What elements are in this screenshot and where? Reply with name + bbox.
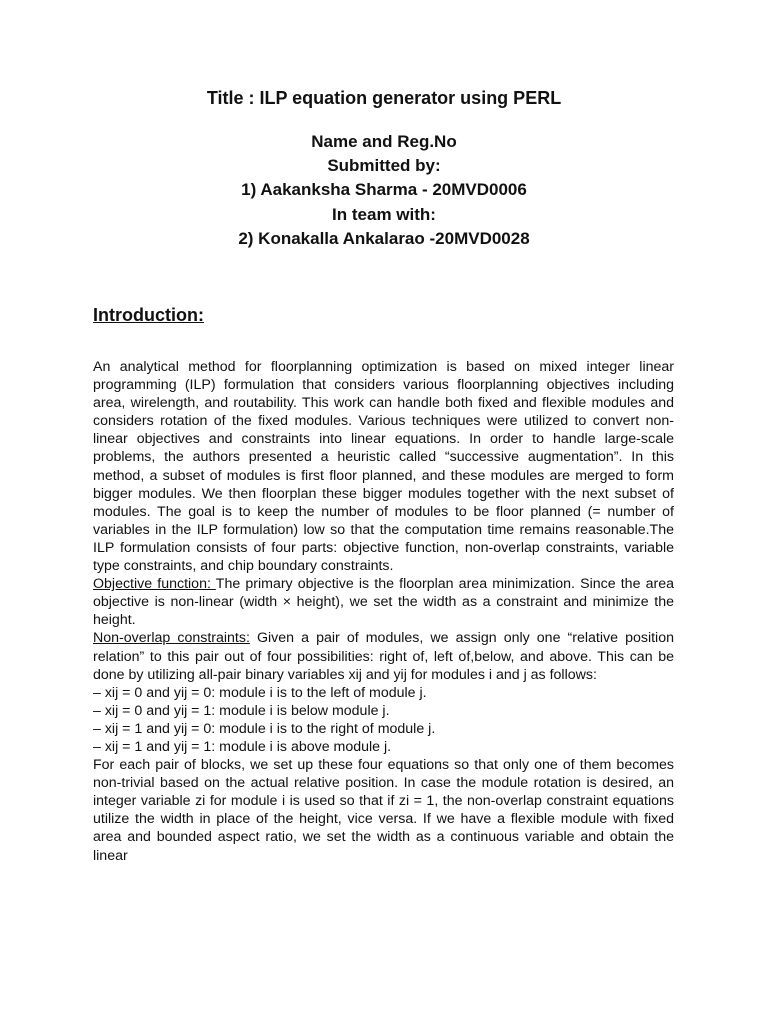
intro-paragraph: An analytical method for floorplanning optimization is based on mixed integer linear programming (ILP) formulation that considers various floorplanning objectives including area, wirelength, and routability. This work can handle both fixed and flexible modules and considers rotation of the fixed modules. Various techniques were utilized to convert non-linear objectives and constraints into linear equations. In order to handle large-scale problems, the authors presented a heuristic called “successive augmentation”. In this method, a subset of modules is first floor planned, and these modules are merged to form bigger modules. We then floorplan these bigger modules together with the next subset of modules. The goal is to keep the number of modules to be floor planned (= number of variables in the ILP formulation) low so that the computation time remains reasonable.The ILP formulation consists of four parts: objective function, non-overlap constraints, variable type constraints, and chip boundary constraints. <box>93 359 674 575</box>
submitted-by-label: Submitted by: <box>327 156 441 176</box>
objective-function-text: The primary objective is the floorplan area minimization. Since the area objective is non-linear (width × height), we set the width as a constraint and minimize the height. <box>93 576 674 629</box>
case-line: – xij = 0 and yij = 0: module i is to the left of module j. <box>93 684 427 701</box>
case-line: – xij = 1 and yij = 0: module i is to the right of module j. <box>93 720 436 737</box>
objective-paragraph <box>93 575 674 629</box>
nonoverlap-paragraph <box>93 629 674 683</box>
objective-function-label: Objective function: <box>93 576 216 593</box>
name-label: Name and Reg.No <box>311 132 457 151</box>
document-title: Title : ILP equation generator using PERL <box>206 88 562 108</box>
introduction-heading: Introduction: <box>93 305 204 325</box>
author-block <box>0 130 768 251</box>
nonoverlap-constraints-text: Given a pair of modules, we assign only one “relative position relation” to this pair out of four possibilities: right of, left of,below, and above. This can be done by utilizing all-pair binary variables xij and yij for modules i and j as follows: <box>93 630 674 683</box>
nonoverlap-constraints-label: Non-overlap constraints: <box>93 630 250 647</box>
author-2: 2) Konakalla Ankalarao -20MVD0028 <box>238 228 530 248</box>
team-label: In team with: <box>332 204 436 224</box>
introduction-body <box>93 358 674 865</box>
author-1: 1) Aakanksha Sharma - 20MVD0006 <box>241 180 527 200</box>
case-line: – xij = 0 and yij = 1: module i is below module j. <box>93 702 390 719</box>
case-line: – xij = 1 and yij = 1: module i is above module j. <box>93 738 392 755</box>
closing-paragraph: For each pair of blocks, we set up these four equations so that only one of them becomes non-trivial based on the actual relative position. In case the module rotation is desired, an integer variable zi for module i is used so that if zi = 1, the non-overlap constraint equations utilize the width in place of the height, vice versa. If we have a flexible module with fixed area and bounded aspect ratio, we set the width as a continuous variable and obtain the linear <box>93 757 674 864</box>
